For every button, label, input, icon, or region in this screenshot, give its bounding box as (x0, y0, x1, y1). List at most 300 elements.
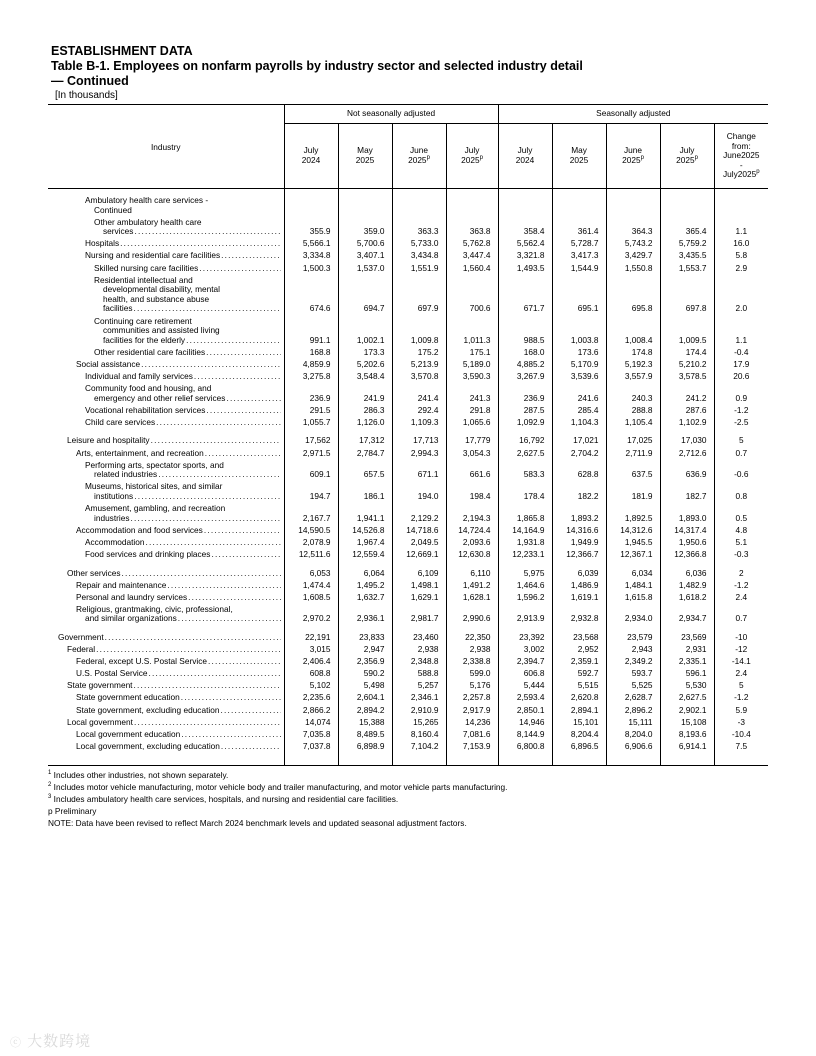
table-row (48, 459, 768, 481)
value-cell: 1,550.8 (606, 262, 660, 274)
value-cell: 1,500.3 (284, 262, 338, 274)
table-row (48, 250, 768, 262)
value-cell (606, 189, 660, 217)
value-cell: 2,167.7 (284, 503, 338, 525)
industry-label: State government education ..... (48, 693, 281, 703)
table-row (48, 371, 768, 383)
change-cell: 2.4 (714, 591, 768, 603)
value-cell: 609.1 (284, 459, 338, 481)
value-cell: 287.6 (660, 404, 714, 416)
value-cell: 1,941.1 (338, 503, 392, 525)
value-cell: 671.7 (498, 274, 552, 315)
footnotes (48, 769, 768, 829)
value-cell: 7,081.6 (446, 728, 498, 740)
value-cell: 288.8 (606, 404, 660, 416)
value-cell (284, 189, 338, 217)
value-cell: 8,160.4 (392, 728, 446, 740)
watermark-icon: ⓒ (10, 1037, 22, 1049)
value-cell: 14,074 (284, 716, 338, 728)
column-header: June 2025$^p$ (606, 124, 660, 189)
value-cell: 5,728.7 (552, 238, 606, 250)
value-cell: 22,191 (284, 625, 338, 644)
industry-label: Federal ..... (48, 645, 281, 655)
value-cell: 23,460 (392, 625, 446, 644)
table-row (48, 262, 768, 274)
table-row (48, 644, 768, 656)
value-cell: 168.8 (284, 346, 338, 358)
value-cell: 1,486.9 (552, 579, 606, 591)
value-cell: 5,102 (284, 680, 338, 692)
industry-label: Individual and family services ..... (48, 372, 281, 382)
value-cell: 3,548.4 (338, 371, 392, 383)
value-cell: 636.9 (660, 459, 714, 481)
value-cell: 2,406.4 (284, 656, 338, 668)
column-header: July 2025$^p$ (446, 124, 498, 189)
value-cell: 8,144.9 (498, 728, 552, 740)
value-cell: 3,435.5 (660, 250, 714, 262)
industry-label: Food services and drinking places ..... (48, 550, 281, 560)
value-cell: 590.2 (338, 668, 392, 680)
value-cell: 241.9 (338, 383, 392, 405)
value-cell: 2,628.7 (606, 692, 660, 704)
change-cell: 16.0 (714, 238, 768, 250)
group-header-nsa: Not seasonally adjusted (284, 105, 498, 124)
value-cell: 3,054.3 (446, 447, 498, 459)
change-cell: 5.1 (714, 536, 768, 548)
value-cell: 174.8 (606, 346, 660, 358)
table-row (48, 728, 768, 740)
value-cell: 674.6 (284, 274, 338, 315)
value-cell: 5,975 (498, 561, 552, 580)
revision-note: NOTE: Data have been revised to reflect March 2024 benchmark levels and updated seasonal adjustment factors. (48, 818, 467, 828)
change-cell: -0.3 (714, 548, 768, 560)
value-cell: 1,003.8 (552, 315, 606, 346)
change-cell: -10 (714, 625, 768, 644)
table-row (48, 536, 768, 548)
value-cell: 14,164.9 (498, 524, 552, 536)
value-cell: 3,590.3 (446, 371, 498, 383)
value-cell: 3,447.4 (446, 250, 498, 262)
industry-label: State government, excluding education ..... (48, 706, 281, 716)
value-cell: 5,759.2 (660, 238, 714, 250)
value-cell: 16,792 (498, 428, 552, 447)
value-cell: 697.9 (392, 274, 446, 315)
change-cell: 0.8 (714, 481, 768, 503)
value-cell: 2,917.9 (446, 704, 498, 716)
value-cell: 175.2 (392, 346, 446, 358)
value-cell: 6,039 (552, 561, 606, 580)
value-cell: 12,511.6 (284, 548, 338, 560)
value-cell: 1,092.9 (498, 416, 552, 428)
change-cell: -1.2 (714, 692, 768, 704)
change-cell: 2.0 (714, 274, 768, 315)
value-cell: 1,544.9 (552, 262, 606, 274)
industry-label: Continuing care retirement communities and assisted living facilities for the elderly ..... (48, 317, 281, 346)
value-cell: 2,338.8 (446, 656, 498, 668)
value-cell: 3,578.5 (660, 371, 714, 383)
value-cell: 2,994.3 (392, 447, 446, 459)
column-header: May 2025 (338, 124, 392, 189)
table-row (48, 189, 768, 217)
table-row (48, 428, 768, 447)
value-cell: 6,896.5 (552, 740, 606, 766)
value-cell: 599.0 (446, 668, 498, 680)
value-cell: 6,034 (606, 561, 660, 580)
change-cell: 1.1 (714, 216, 768, 238)
value-cell: 1,967.4 (338, 536, 392, 548)
value-cell: 6,053 (284, 561, 338, 580)
value-cell: 3,275.8 (284, 371, 338, 383)
value-cell: 1,553.7 (660, 262, 714, 274)
value-cell: 361.4 (552, 216, 606, 238)
value-cell: 2,711.9 (606, 447, 660, 459)
industry-label: Accommodation and food services ..... (48, 526, 281, 536)
industry-label: Amusement, gambling, and recreation industries ..... (48, 504, 281, 523)
value-cell: 2,894.2 (338, 704, 392, 716)
change-cell: 4.8 (714, 524, 768, 536)
value-cell: 17,021 (552, 428, 606, 447)
value-cell: 15,111 (606, 716, 660, 728)
value-cell: 593.7 (606, 668, 660, 680)
value-cell: 2,049.5 (392, 536, 446, 548)
footnote-2: $^2$ Includes motor vehicle manufacturing, motor vehicle body and trailer manufacturing, and motor vehicle parts manufacturing. (48, 782, 508, 792)
value-cell: 694.7 (338, 274, 392, 315)
value-cell: 240.3 (606, 383, 660, 405)
value-cell: 1,104.3 (552, 416, 606, 428)
value-cell: 173.6 (552, 346, 606, 358)
value-cell: 637.5 (606, 459, 660, 481)
value-cell: 5,189.0 (446, 358, 498, 370)
value-cell: 3,570.8 (392, 371, 446, 383)
value-cell: 3,267.9 (498, 371, 552, 383)
value-cell: 1,950.6 (660, 536, 714, 548)
value-cell: 6,898.9 (338, 740, 392, 766)
value-cell: 7,037.8 (284, 740, 338, 766)
value-cell: 17,312 (338, 428, 392, 447)
value-cell: 173.3 (338, 346, 392, 358)
change-cell (714, 189, 768, 217)
value-cell: 6,036 (660, 561, 714, 580)
value-cell: 365.4 (660, 216, 714, 238)
value-cell: 3,334.8 (284, 250, 338, 262)
value-cell: 1,618.2 (660, 591, 714, 603)
footnote-1: $^1$ Includes other industries, not shown separately. (48, 770, 229, 780)
value-cell: 5,743.2 (606, 238, 660, 250)
value-cell: 5,210.2 (660, 358, 714, 370)
industry-label: Personal and laundry services ..... (48, 593, 281, 603)
change-cell: -0.6 (714, 459, 768, 481)
value-cell: 695.8 (606, 274, 660, 315)
change-cell: 2 (714, 561, 768, 580)
change-cell: 7.5 (714, 740, 768, 766)
preliminary-note: p Preliminary (48, 806, 97, 816)
industry-label: Child care services ..... (48, 418, 281, 428)
value-cell: 3,539.6 (552, 371, 606, 383)
industry-label: Other ambulatory health care services ..... (48, 218, 281, 237)
industry-label: Local government education ..... (48, 730, 281, 740)
table-row (48, 481, 768, 503)
column-header: July 2024 (284, 124, 338, 189)
value-cell: 2,934.0 (606, 603, 660, 625)
value-cell: 1,474.4 (284, 579, 338, 591)
value-cell: 291.8 (446, 404, 498, 416)
change-cell: 5.8 (714, 250, 768, 262)
table-body (48, 189, 768, 766)
value-cell: 12,669.1 (392, 548, 446, 560)
industry-label: Ambulatory health care services - Continued (85, 195, 209, 215)
value-cell: 5,444 (498, 680, 552, 692)
value-cell (338, 189, 392, 217)
change-cell: 0.7 (714, 603, 768, 625)
value-cell: 194.0 (392, 481, 446, 503)
value-cell: 15,108 (660, 716, 714, 728)
industry-label: Performing arts, spectator sports, and related industries ..... (48, 461, 281, 480)
change-cell: -12 (714, 644, 768, 656)
value-cell: 14,724.4 (446, 524, 498, 536)
value-cell: 3,557.9 (606, 371, 660, 383)
value-cell: 1,893.2 (552, 503, 606, 525)
value-cell: 5,700.6 (338, 238, 392, 250)
industry-label: Museums, historical sites, and similar institutions ..... (48, 482, 281, 501)
value-cell: 286.3 (338, 404, 392, 416)
table-row (48, 591, 768, 603)
value-cell: 1,109.3 (392, 416, 446, 428)
value-cell: 2,931 (660, 644, 714, 656)
value-cell: 8,204.4 (552, 728, 606, 740)
value-cell (660, 189, 714, 217)
value-cell: 182.7 (660, 481, 714, 503)
value-cell: 988.5 (498, 315, 552, 346)
value-cell: 2,627.5 (660, 692, 714, 704)
value-cell: 14,236 (446, 716, 498, 728)
value-cell: 2,990.6 (446, 603, 498, 625)
value-cell: 1,945.5 (606, 536, 660, 548)
value-cell: 2,934.7 (660, 603, 714, 625)
value-cell: 3,407.1 (338, 250, 392, 262)
change-cell: 0.7 (714, 447, 768, 459)
value-cell: 5,498 (338, 680, 392, 692)
value-cell: 2,938 (392, 644, 446, 656)
value-cell: 17,779 (446, 428, 498, 447)
value-cell: 2,894.1 (552, 704, 606, 716)
value-cell: 583.3 (498, 459, 552, 481)
value-cell: 628.8 (552, 459, 606, 481)
value-cell: 292.4 (392, 404, 446, 416)
industry-label: Arts, entertainment, and recreation ..... (48, 449, 281, 459)
value-cell: 2,850.1 (498, 704, 552, 716)
value-cell: 6,800.8 (498, 740, 552, 766)
value-cell: 5,566.1 (284, 238, 338, 250)
value-cell: 5,170.9 (552, 358, 606, 370)
column-header: June 2025$^p$ (392, 124, 446, 189)
value-cell: 1,009.5 (660, 315, 714, 346)
change-cell: 2.4 (714, 668, 768, 680)
value-cell: 14,718.6 (392, 524, 446, 536)
footnote-3: $^3$ Includes ambulatory health care services, hospitals, and nursing and residential care facilities. (48, 794, 399, 804)
value-cell: 358.4 (498, 216, 552, 238)
value-cell: 2,704.2 (552, 447, 606, 459)
value-cell: 1,629.1 (392, 591, 446, 603)
value-cell: 241.6 (552, 383, 606, 405)
table-row (48, 524, 768, 536)
value-cell: 697.8 (660, 274, 714, 315)
value-cell: 2,970.2 (284, 603, 338, 625)
table-row (48, 668, 768, 680)
value-cell: 1,498.1 (392, 579, 446, 591)
value-cell: 6,064 (338, 561, 392, 580)
value-cell: 15,265 (392, 716, 446, 728)
value-cell: 2,335.1 (660, 656, 714, 668)
value-cell: 168.0 (498, 346, 552, 358)
value-cell: 2,349.2 (606, 656, 660, 668)
value-cell: 23,579 (606, 625, 660, 644)
value-cell: 174.4 (660, 346, 714, 358)
value-cell: 241.3 (446, 383, 498, 405)
value-cell: 6,914.1 (660, 740, 714, 766)
value-cell: 2,593.4 (498, 692, 552, 704)
table-row (48, 416, 768, 428)
industry-column-header: Industry (48, 116, 284, 181)
industry-label: Local government ..... (48, 718, 281, 728)
value-cell: 1,931.8 (498, 536, 552, 548)
value-cell: 23,568 (552, 625, 606, 644)
industry-label: Other residential care facilities ..... (48, 348, 281, 358)
value-cell (498, 189, 552, 217)
table-row (48, 358, 768, 370)
change-cell: 17.9 (714, 358, 768, 370)
value-cell: 1,065.6 (446, 416, 498, 428)
column-header: May 2025 (552, 124, 606, 189)
table-row (48, 716, 768, 728)
value-cell: 14,946 (498, 716, 552, 728)
value-cell: 14,590.5 (284, 524, 338, 536)
value-cell: 5,257 (392, 680, 446, 692)
table-title-continued: — Continued (51, 74, 129, 88)
table-row (48, 656, 768, 668)
value-cell: 12,366.7 (552, 548, 606, 560)
value-cell: 14,316.6 (552, 524, 606, 536)
value-cell: 2,712.6 (660, 447, 714, 459)
industry-label: Religious, grantmaking, civic, professional, and similar organizations ..... (48, 605, 281, 624)
value-cell: 181.9 (606, 481, 660, 503)
industry-label: Community food and housing, and emergency and other relief services ..... (48, 384, 281, 403)
table-row (48, 704, 768, 716)
value-cell: 8,193.6 (660, 728, 714, 740)
value-cell: 178.4 (498, 481, 552, 503)
value-cell: 2,971.5 (284, 447, 338, 459)
industry-label: Other services ..... (48, 569, 281, 579)
value-cell: 1,865.8 (498, 503, 552, 525)
table-row (48, 447, 768, 459)
industry-label: Local government, excluding education ..... (48, 742, 281, 752)
change-cell: -1.2 (714, 404, 768, 416)
value-cell: 194.7 (284, 481, 338, 503)
value-cell: 363.3 (392, 216, 446, 238)
value-cell: 7,104.2 (392, 740, 446, 766)
value-cell: 241.2 (660, 383, 714, 405)
value-cell: 3,434.8 (392, 250, 446, 262)
value-cell: 2,936.1 (338, 603, 392, 625)
value-cell: 5,192.3 (606, 358, 660, 370)
value-cell: 2,952 (552, 644, 606, 656)
value-cell: 8,489.5 (338, 728, 392, 740)
table-row (48, 274, 768, 315)
value-cell: 4,859.9 (284, 358, 338, 370)
value-cell: 1,596.2 (498, 591, 552, 603)
industry-label: Hospitals ..... (48, 239, 281, 249)
table-row (48, 625, 768, 644)
value-cell: 5,515 (552, 680, 606, 692)
units-note: [In thousands] (55, 90, 118, 101)
industry-label: Social assistance ..... (48, 360, 281, 370)
change-cell: 2.9 (714, 262, 768, 274)
value-cell: 2,784.7 (338, 447, 392, 459)
change-cell: -0.4 (714, 346, 768, 358)
watermark-text: 大数跨境 (27, 1033, 92, 1050)
value-cell: 606.8 (498, 668, 552, 680)
value-cell: 14,526.8 (338, 524, 392, 536)
value-cell: 2,938 (446, 644, 498, 656)
change-column-header: Change from: June2025 - July2025$^p$ (714, 124, 768, 189)
value-cell (392, 189, 446, 217)
value-cell: 14,312.6 (606, 524, 660, 536)
change-cell: 5.9 (714, 704, 768, 716)
value-cell: 608.8 (284, 668, 338, 680)
value-cell: 2,981.7 (392, 603, 446, 625)
industry-label: Federal, except U.S. Postal Service ..... (48, 657, 281, 667)
value-cell: 7,153.9 (446, 740, 498, 766)
change-cell: -3 (714, 716, 768, 728)
column-header: July 2024 (498, 124, 552, 189)
value-cell: 6,109 (392, 561, 446, 580)
value-cell: 2,394.7 (498, 656, 552, 668)
value-cell: 661.6 (446, 459, 498, 481)
value-cell: 3,321.8 (498, 250, 552, 262)
table-row (48, 238, 768, 250)
value-cell: 236.9 (284, 383, 338, 405)
value-cell: 22,350 (446, 625, 498, 644)
value-cell: 1,484.1 (606, 579, 660, 591)
change-cell: 0.9 (714, 383, 768, 405)
value-cell: 291.5 (284, 404, 338, 416)
value-cell: 1,632.7 (338, 591, 392, 603)
table-row (48, 548, 768, 560)
value-cell: 2,943 (606, 644, 660, 656)
value-cell: 1,892.5 (606, 503, 660, 525)
value-cell: 23,392 (498, 625, 552, 644)
change-cell: 1.1 (714, 315, 768, 346)
value-cell: 8,204.0 (606, 728, 660, 740)
value-cell: 15,388 (338, 716, 392, 728)
table-row (48, 346, 768, 358)
table-title: Table B-1. Employees on nonfarm payrolls by industry sector and selected industry detail (51, 59, 583, 73)
table-row (48, 561, 768, 580)
industry-label: Nursing and residential care facilities ..... (48, 251, 281, 261)
change-cell: -2.5 (714, 416, 768, 428)
change-cell: -10.4 (714, 728, 768, 740)
change-cell: 5 (714, 428, 768, 447)
value-cell: 2,604.1 (338, 692, 392, 704)
value-cell: 592.7 (552, 668, 606, 680)
value-cell: 2,078.9 (284, 536, 338, 548)
value-cell: 5,176 (446, 680, 498, 692)
value-cell: 23,569 (660, 625, 714, 644)
value-cell: 1,105.4 (606, 416, 660, 428)
table-row (48, 383, 768, 405)
value-cell: 2,896.2 (606, 704, 660, 716)
table-row (48, 503, 768, 525)
value-cell: 2,947 (338, 644, 392, 656)
